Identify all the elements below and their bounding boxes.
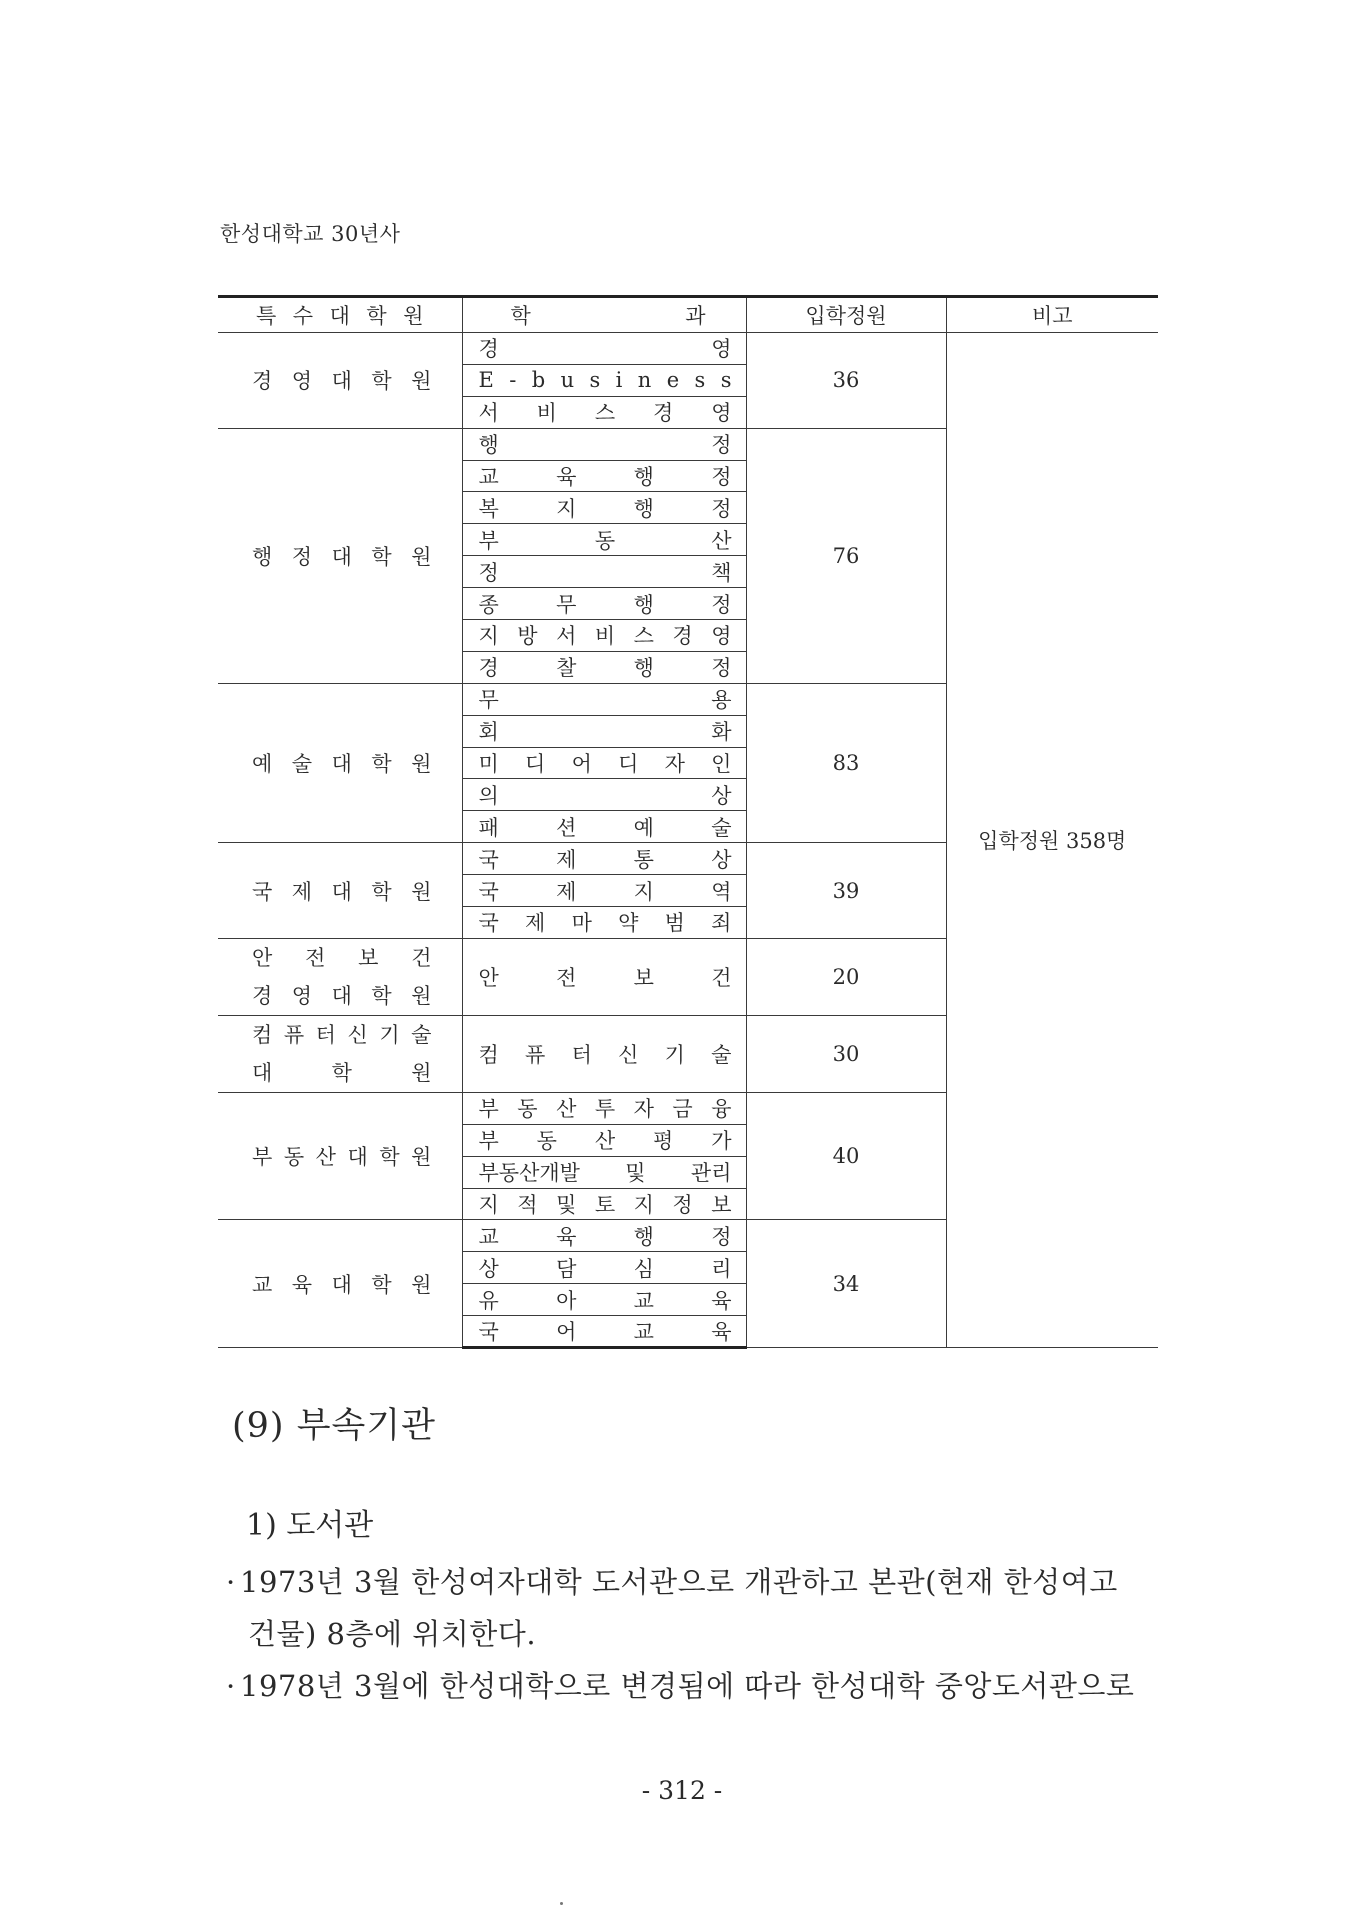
quota-cell: 76 xyxy=(746,428,946,683)
department-name: 컴 퓨 터 신 기 술 xyxy=(478,1042,732,1067)
table-row xyxy=(218,333,1158,365)
school-name: 교 육 대 학 원 xyxy=(252,1272,432,1297)
header-department: 학 과 xyxy=(462,297,746,333)
department-name: 의 상 xyxy=(478,783,732,808)
header-note: 비고 xyxy=(946,297,1158,333)
department-name: 교 육 행 정 xyxy=(478,465,732,489)
quota-cell: 34 xyxy=(746,1220,946,1348)
department-cell xyxy=(462,843,746,875)
department-cell xyxy=(462,779,746,811)
department-name: 부 동 산 평 가 xyxy=(478,1129,732,1154)
department-cell xyxy=(462,524,746,556)
quota-cell: 39 xyxy=(746,843,946,939)
school-cell xyxy=(218,428,462,683)
department-cell xyxy=(462,620,746,652)
department-cell xyxy=(462,1284,746,1316)
department-cell xyxy=(462,396,746,428)
quota-cell: 83 xyxy=(746,683,946,842)
department-cell xyxy=(462,811,746,843)
school-name: 부 동 산 대 학 원 xyxy=(252,1145,432,1170)
school-cell xyxy=(218,843,462,939)
department-name: 패 션 예 술 xyxy=(478,815,732,840)
department-name: 국 제 마 약 범 죄 xyxy=(478,911,732,936)
department-name: 지 방 서 비 스 경 영 xyxy=(478,624,732,649)
bullet-dot-icon: · xyxy=(226,1565,236,1599)
school-cell xyxy=(218,333,462,429)
school-cell xyxy=(218,683,462,842)
school-name: 행 정 대 학 원 xyxy=(252,544,432,569)
department-cell xyxy=(462,492,746,524)
department-name: 유 아 교 육 xyxy=(478,1288,732,1313)
department-cell xyxy=(462,1188,746,1220)
department-name: 국 어 교 육 xyxy=(478,1320,732,1345)
school-cell xyxy=(218,1092,462,1220)
header-school: 특 수 대 학 원 xyxy=(218,297,462,333)
bullet-1-line2: 건물) 8층에 위치한다. xyxy=(248,1617,537,1651)
school-name-line: 안 전 보 건 xyxy=(252,945,432,970)
department-cell xyxy=(462,428,746,460)
department-cell xyxy=(462,715,746,747)
department-name: 복 지 행 정 xyxy=(478,496,732,521)
department-cell xyxy=(462,364,746,396)
running-header: 한성대학교 30년사 xyxy=(220,222,401,246)
department-cell xyxy=(462,460,746,492)
department-name: 상 담 심 리 xyxy=(478,1256,732,1281)
department-name: 교 육 행 정 xyxy=(478,1224,732,1249)
department-name: 무 용 xyxy=(478,688,732,713)
note-cell: 입학정원 358명 xyxy=(946,333,1158,1348)
department-name: 부 동 산 xyxy=(478,528,732,553)
department-cell xyxy=(462,1015,746,1092)
department-name: 정 책 xyxy=(478,560,732,585)
table-header-row xyxy=(218,297,1158,333)
department-cell xyxy=(462,651,746,683)
department-cell xyxy=(462,333,746,365)
section-title: (9) 부속기관 xyxy=(232,1406,436,1446)
department-name: 국 제 통 상 xyxy=(478,847,732,872)
quota-cell: 30 xyxy=(746,1015,946,1092)
department-cell xyxy=(462,1124,746,1156)
header-quota: 입학정원 xyxy=(746,297,946,333)
bullet-dot-icon: · xyxy=(226,1669,236,1703)
school-cell xyxy=(218,1220,462,1348)
school-cell xyxy=(218,938,462,1015)
school-name: 예 술 대 학 원 xyxy=(252,752,432,777)
department-cell xyxy=(462,1316,746,1348)
graduate-school-table xyxy=(218,295,1158,1349)
bullet-1-line1: 1973년 3월 한성여자대학 도서관으로 개관하고 본관(현재 한성여고 xyxy=(240,1565,1118,1599)
quota-cell: 40 xyxy=(746,1092,946,1220)
department-cell xyxy=(462,1252,746,1284)
department-cell xyxy=(462,938,746,1015)
department-name: E - b u s i n e s s xyxy=(478,368,732,393)
bullet-paragraph-2 xyxy=(226,1660,1166,1712)
department-cell xyxy=(462,683,746,715)
department-name: 서 비 스 경 영 xyxy=(478,401,732,426)
department-name: 부 동 산 투 자 금 융 xyxy=(478,1097,732,1122)
school-name-line: 컴 퓨 터 신 기 술 xyxy=(252,1022,432,1047)
department-cell xyxy=(462,907,746,939)
scan-dot xyxy=(560,1902,563,1905)
department-cell xyxy=(462,1220,746,1252)
school-name: 경 영 대 학 원 xyxy=(252,369,432,394)
department-cell xyxy=(462,875,746,907)
page-number: - 312 - xyxy=(641,1776,723,1805)
department-name: 회 화 xyxy=(478,720,732,745)
department-name: 미 디 어 디 자 인 xyxy=(478,752,732,777)
department-cell xyxy=(462,556,746,588)
quota-cell: 20 xyxy=(746,938,946,1015)
department-name: 경 찰 행 정 xyxy=(478,656,732,681)
quota-cell: 36 xyxy=(746,333,946,429)
department-name: 경 영 xyxy=(478,337,732,362)
bullet-2-line1: 1978년 3월에 한성대학으로 변경됨에 따라 한성대학 중앙도서관으로 xyxy=(240,1669,1135,1703)
department-name: 국 제 지 역 xyxy=(478,879,732,904)
school-name-line: 경 영 대 학 원 xyxy=(252,983,432,1008)
department-name: 부동산개발 및 관리 xyxy=(478,1161,732,1186)
department-name: 안 전 보 건 xyxy=(478,965,732,990)
department-cell xyxy=(462,1156,746,1188)
department-name: 종 무 행 정 xyxy=(478,592,732,617)
school-cell xyxy=(218,1015,462,1092)
school-name-line: 대 학 원 xyxy=(252,1060,432,1085)
department-cell xyxy=(462,588,746,620)
department-cell xyxy=(462,747,746,779)
bullet-paragraph-1 xyxy=(226,1556,1166,1660)
department-name: 행 정 xyxy=(478,433,732,458)
school-name: 국 제 대 학 원 xyxy=(252,879,432,904)
department-name: 지 적 및 토 지 정 보 xyxy=(478,1193,732,1218)
department-cell xyxy=(462,1092,746,1124)
subsection-title: 1) 도서관 xyxy=(246,1508,374,1543)
